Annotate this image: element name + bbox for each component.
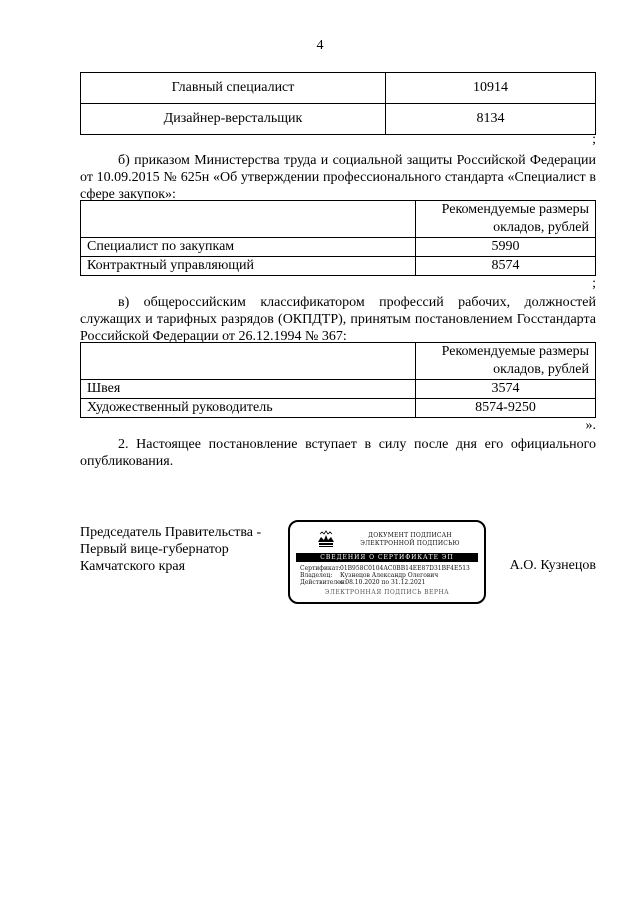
table-row	[81, 104, 596, 135]
paragraph-b: б) приказом Министерства труда и социальной защиты Российской Федерации от 10.09.2015 № 625н «Об утверждении профессионального стандарта «Специалист в сфере закупок»:	[80, 153, 596, 202]
signer-title	[80, 524, 261, 575]
salary-cell: 5990	[416, 238, 596, 257]
table-row	[81, 73, 596, 104]
stamp-label: Действителен:	[300, 579, 347, 586]
salary-table-2	[80, 200, 596, 276]
stamp-value: с 08.10.2020 по 31.12.2021	[340, 579, 426, 586]
table-header-row	[81, 201, 596, 238]
coat-of-arms-icon	[316, 530, 336, 550]
stamp-title-line: ДОКУМЕНТ ПОДПИСАН	[368, 532, 452, 539]
semicolon-mark: ;	[592, 276, 596, 291]
stamp-footer: ЭЛЕКТРОННАЯ ПОДПИСЬ ВЕРНА	[324, 589, 450, 596]
position-cell: Дизайнер-верстальщик	[81, 104, 386, 135]
signer-line: Председатель Правительства -	[80, 525, 262, 540]
stamp-bar: СВЕДЕНИЯ О СЕРТИФИКАТЕ ЭП	[296, 553, 478, 562]
table-row	[81, 380, 596, 399]
stamp-value: Кузнецов Александр Олегович	[340, 572, 439, 579]
position-cell: Главный специалист	[81, 73, 386, 104]
stamp-row-validity	[300, 579, 470, 586]
stamp-label: Сертификат:	[300, 565, 341, 572]
paragraph-v: в) общероссийским классификатором профессий рабочих, должностей служащих и тарифных разрядов (ОКПДТР), принятым постановлением Госстандарта Российской Федерации от 26.12.1994 № 367:	[80, 295, 596, 344]
position-cell: Специалист по закупкам	[81, 238, 416, 257]
semicolon-mark: ;	[592, 132, 596, 147]
table-row	[81, 238, 596, 257]
end-quote-mark: ».	[585, 418, 596, 433]
salary-cell: 8134	[386, 104, 596, 135]
page-number: 4	[316, 38, 324, 53]
table-header-row	[81, 343, 596, 380]
header-empty-cell	[81, 343, 416, 380]
header-salary-cell: Рекомендуемые размеры окладов, рублей	[416, 343, 596, 380]
stamp-title	[350, 532, 470, 548]
header-empty-cell	[81, 201, 416, 238]
stamp-details	[300, 565, 470, 586]
table-row	[81, 257, 596, 276]
position-cell: Швея	[81, 380, 416, 399]
electronic-signature-stamp	[288, 520, 486, 604]
stamp-title-line: ЭЛЕКТРОННОЙ ПОДПИСЬЮ	[360, 540, 460, 547]
salary-cell: 3574	[416, 380, 596, 399]
position-cell: Художественный руководитель	[81, 399, 416, 418]
signer-name: А.О. Кузнецов	[509, 558, 596, 573]
salary-cell: 10914	[386, 73, 596, 104]
salary-cell: 8574	[416, 257, 596, 276]
position-cell: Контрактный управляющий	[81, 257, 416, 276]
signer-line: Первый вице-губернатор	[80, 542, 229, 557]
salary-table-3	[80, 342, 596, 418]
stamp-label: Владелец:	[300, 572, 333, 579]
stamp-value: 01В958С0104АС0ВВ14ЕЕ87D31ВF4Е513	[340, 565, 470, 572]
signer-line: Камчатского края	[80, 559, 186, 574]
salary-table-1	[80, 72, 596, 135]
header-salary-cell: Рекомендуемые размеры окладов, рублей	[416, 201, 596, 238]
salary-cell: 8574-9250	[416, 399, 596, 418]
table-row	[81, 399, 596, 418]
paragraph-2: 2. Настоящее постановление вступает в силу после дня его официального опубликования.	[80, 437, 596, 469]
stamp-row-owner	[300, 572, 470, 579]
stamp-row-certificate	[300, 565, 470, 572]
